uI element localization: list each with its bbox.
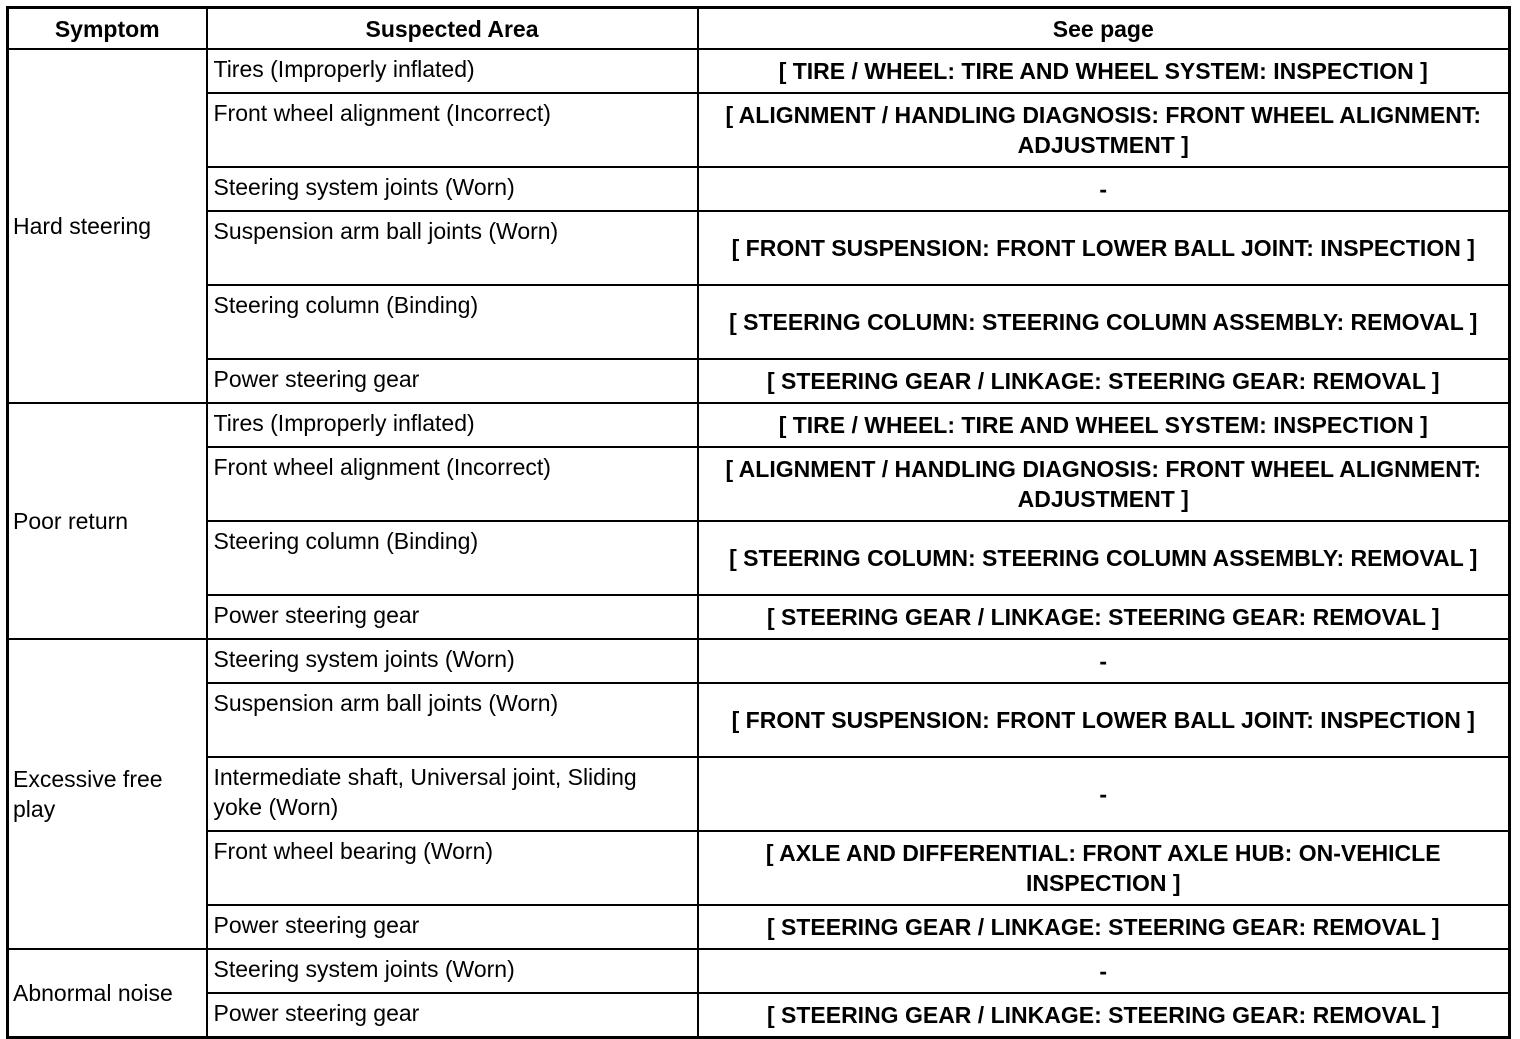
- table-row: [8, 93, 1510, 167]
- see-page-cell: -: [698, 639, 1510, 683]
- suspected-area-cell: Steering system joints (Worn): [207, 167, 698, 211]
- suspected-area-cell: Tires (Improperly inflated): [207, 49, 698, 93]
- table-row: [8, 285, 1510, 359]
- table-row: [8, 49, 1510, 93]
- see-page-cell: [ STEERING GEAR / LINKAGE: STEERING GEAR: REMOVAL ]: [698, 905, 1510, 949]
- table-row: [8, 757, 1510, 831]
- suspected-area-cell: Power steering gear: [207, 359, 698, 403]
- table-row: [8, 683, 1510, 757]
- see-page-cell: [ TIRE / WHEEL: TIRE AND WHEEL SYSTEM: INSPECTION ]: [698, 403, 1510, 447]
- see-page-cell: [ AXLE AND DIFFERENTIAL: FRONT AXLE HUB: ON-VEHICLE INSPECTION ]: [698, 831, 1510, 905]
- table-row: [8, 831, 1510, 905]
- see-page-cell: [ TIRE / WHEEL: TIRE AND WHEEL SYSTEM: INSPECTION ]: [698, 49, 1510, 93]
- table-row: [8, 211, 1510, 285]
- suspected-area-cell: Power steering gear: [207, 905, 698, 949]
- symptom-cell: Hard steering: [8, 49, 207, 403]
- table-row: [8, 403, 1510, 447]
- table-row: [8, 595, 1510, 639]
- troubleshooting-table: [6, 6, 1511, 1039]
- table-row: [8, 447, 1510, 521]
- see-page-cell: -: [698, 949, 1510, 993]
- header-suspected-area: Suspected Area: [207, 8, 698, 50]
- suspected-area-cell: Power steering gear: [207, 993, 698, 1038]
- see-page-cell: [ FRONT SUSPENSION: FRONT LOWER BALL JOINT: INSPECTION ]: [698, 211, 1510, 285]
- symptom-cell: Abnormal noise: [8, 949, 207, 1038]
- suspected-area-cell: Steering system joints (Worn): [207, 639, 698, 683]
- suspected-area-cell: Tires (Improperly inflated): [207, 403, 698, 447]
- table-row: [8, 639, 1510, 683]
- suspected-area-cell: Front wheel alignment (Incorrect): [207, 93, 698, 167]
- symptom-cell: Poor return: [8, 403, 207, 639]
- header-row: [8, 8, 1510, 50]
- table-row: [8, 521, 1510, 595]
- table-row: [8, 359, 1510, 403]
- table-row: [8, 993, 1510, 1038]
- suspected-area-cell: Power steering gear: [207, 595, 698, 639]
- see-page-cell: -: [698, 167, 1510, 211]
- table-row: [8, 949, 1510, 993]
- header-see-page: See page: [698, 8, 1510, 50]
- see-page-cell: [ STEERING GEAR / LINKAGE: STEERING GEAR: REMOVAL ]: [698, 595, 1510, 639]
- see-page-cell: [ ALIGNMENT / HANDLING DIAGNOSIS: FRONT WHEEL ALIGNMENT: ADJUSTMENT ]: [698, 93, 1510, 167]
- suspected-area-cell: Front wheel bearing (Worn): [207, 831, 698, 905]
- see-page-cell: [ ALIGNMENT / HANDLING DIAGNOSIS: FRONT WHEEL ALIGNMENT: ADJUSTMENT ]: [698, 447, 1510, 521]
- suspected-area-cell: Steering column (Binding): [207, 285, 698, 359]
- table-row: [8, 167, 1510, 211]
- suspected-area-cell: Steering system joints (Worn): [207, 949, 698, 993]
- see-page-cell: -: [698, 757, 1510, 831]
- suspected-area-cell: Front wheel alignment (Incorrect): [207, 447, 698, 521]
- symptom-cell: Excessive free play: [8, 639, 207, 949]
- see-page-cell: [ STEERING COLUMN: STEERING COLUMN ASSEMBLY: REMOVAL ]: [698, 285, 1510, 359]
- see-page-cell: [ STEERING COLUMN: STEERING COLUMN ASSEMBLY: REMOVAL ]: [698, 521, 1510, 595]
- suspected-area-cell: Intermediate shaft, Universal joint, Sliding yoke (Worn): [207, 757, 698, 831]
- see-page-cell: [ FRONT SUSPENSION: FRONT LOWER BALL JOINT: INSPECTION ]: [698, 683, 1510, 757]
- suspected-area-cell: Suspension arm ball joints (Worn): [207, 683, 698, 757]
- header-symptom: Symptom: [8, 8, 207, 50]
- suspected-area-cell: Steering column (Binding): [207, 521, 698, 595]
- see-page-cell: [ STEERING GEAR / LINKAGE: STEERING GEAR: REMOVAL ]: [698, 993, 1510, 1038]
- table-row: [8, 905, 1510, 949]
- see-page-cell: [ STEERING GEAR / LINKAGE: STEERING GEAR: REMOVAL ]: [698, 359, 1510, 403]
- suspected-area-cell: Suspension arm ball joints (Worn): [207, 211, 698, 285]
